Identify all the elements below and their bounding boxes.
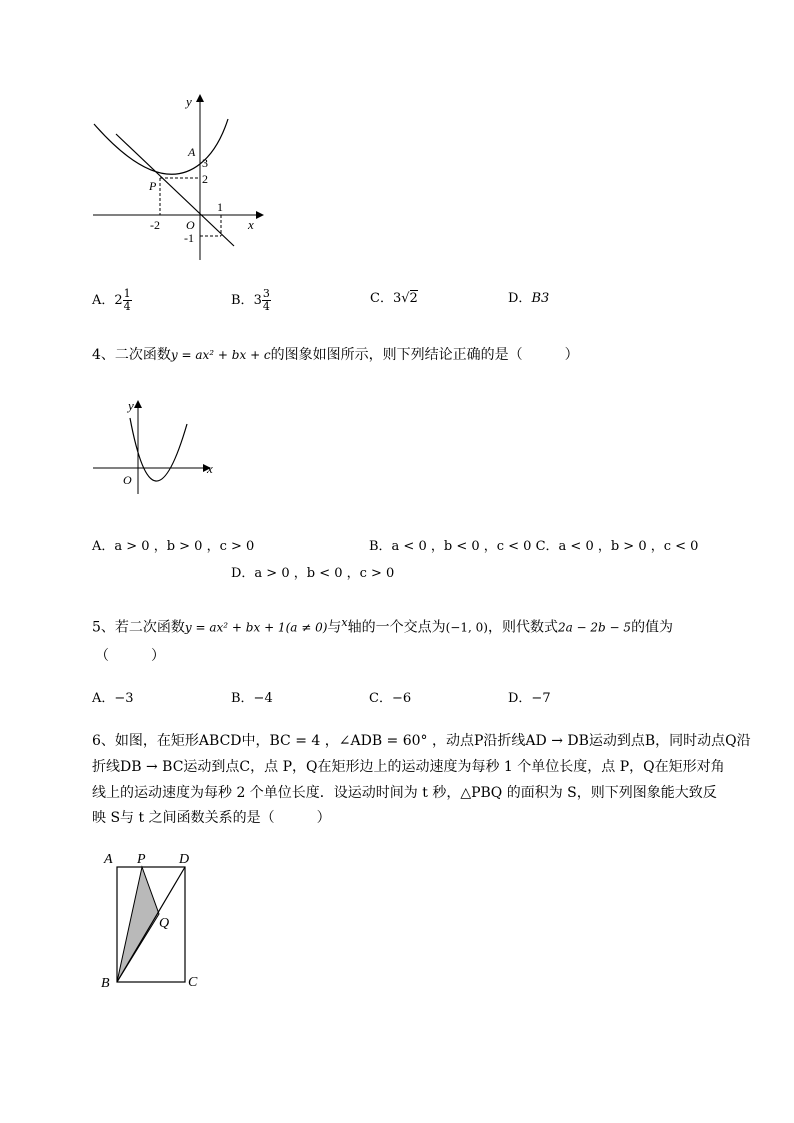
option-text: D．−7: [508, 691, 551, 706]
formula: y = ax² + bx + 1(a ≠ 0): [184, 620, 328, 635]
q3-option-d[interactable]: [508, 289, 549, 309]
q5-option-c[interactable]: [369, 689, 411, 709]
stem-mid3: ，则代数式: [487, 619, 558, 636]
denominator: 4: [123, 300, 131, 313]
origin-label: O: [186, 218, 195, 232]
q6-stem-line1: 6、如图，在矩形ABCD中，BC = 4 ，∠ADB = 60° ，动点P沿折线AD → DB运动到点B，同时动点Q沿: [92, 733, 751, 749]
radicand: 2: [409, 291, 418, 306]
option-text: B．−4: [231, 691, 273, 706]
q3-option-a[interactable]: [92, 288, 132, 313]
point-label-p: P: [137, 852, 146, 867]
q3-option-b[interactable]: [231, 288, 271, 313]
option-letter: C．: [370, 291, 393, 306]
numerator: 3: [262, 287, 270, 300]
axis-var: x: [341, 616, 348, 629]
stem-mid: 与: [327, 619, 342, 636]
question-number: 5、: [92, 619, 115, 636]
option-value: B3: [531, 291, 550, 306]
axis-label-y: y: [186, 94, 192, 109]
origin-label: O: [123, 473, 132, 487]
straight-line: [116, 134, 234, 246]
stem-mid2: 轴的一个交点为: [347, 619, 446, 636]
q6-rectangle-figure: [96, 845, 216, 995]
denominator: 4: [262, 300, 270, 313]
option-letter: A．: [92, 293, 115, 308]
stem-post: 的值为: [631, 619, 674, 636]
q6-stem-line3: 线上的运动速度为每秒 2 个单位长度．设运动时间为 t 秒，△PBQ 的面积为 S，则下列图象能大致反: [92, 785, 717, 801]
mixed-whole: 2: [114, 293, 123, 308]
q4-option-a[interactable]: [92, 537, 254, 557]
option-text: D．a > 0 ，b < 0 ，c > 0: [231, 566, 395, 581]
q5-answer-paren: （ ）: [95, 648, 165, 664]
point-label-q: Q: [159, 916, 170, 931]
q5-option-a[interactable]: [92, 689, 134, 709]
parabola-curve: [130, 418, 187, 481]
radical-coef: 3: [392, 291, 402, 306]
vertex-label-c: C: [188, 975, 198, 990]
q4-option-d[interactable]: [231, 564, 394, 584]
q3-graph-figure: [88, 92, 268, 267]
fraction: [123, 288, 132, 313]
option-letter: B．: [231, 293, 254, 308]
shaded-triangle-pbq: [117, 867, 159, 982]
y-axis-arrow-icon: [196, 94, 204, 102]
tick-label-2: 2: [202, 172, 208, 186]
numerator: 1: [123, 287, 131, 300]
axis-label-y: y: [128, 398, 134, 413]
q6-stem-line4: 映 S与 t 之间函数关系的是（ ）: [92, 810, 331, 826]
tick-label-neg1: -1: [184, 231, 194, 245]
option-text: B．a < 0 ，b < 0 ，c < 0 C．a < 0 ，b > 0 ，c < 0: [369, 539, 699, 554]
tick-label-3: 3: [202, 156, 208, 170]
point-label-p: P: [149, 179, 157, 193]
option-letter: D．: [508, 291, 532, 306]
q5-stem: [92, 613, 673, 638]
q6-stem-line2: 折线DB → BC运动到点C，点 P，Q在矩形边上的运动速度为每秒 1 个单位长度，点 P，Q在矩形对角: [92, 759, 725, 775]
point: (−1, 0): [445, 620, 488, 635]
stem-post: 的图象如图所示，则下列结论正确的是（ ）: [270, 347, 579, 363]
q5-option-d[interactable]: [508, 689, 551, 709]
vertex-label-d: D: [179, 852, 190, 867]
vertex-label-b: B: [101, 976, 110, 991]
option-text: A．−3: [92, 691, 134, 706]
option-text: C．−6: [369, 691, 412, 706]
diagonal-db: [117, 867, 185, 982]
y-axis-arrow-icon: [134, 400, 142, 408]
stem-pre: 二次函数: [114, 347, 171, 363]
expression: 2a − 2b − 5: [557, 620, 632, 635]
q4-graph-figure: [88, 396, 218, 496]
q4-stem: [92, 345, 579, 365]
vertex-label-a: A: [104, 852, 113, 867]
x-axis-arrow-icon: [256, 211, 264, 219]
axis-label-x: x: [248, 217, 254, 232]
point-label-a: A: [188, 145, 196, 159]
axis-label-x: x: [207, 461, 213, 476]
mixed-whole: 3: [253, 293, 262, 308]
q4-option-bc[interactable]: [369, 537, 698, 557]
formula: y = ax² + bx + c: [170, 348, 271, 362]
tick-label-neg2: -2: [150, 218, 160, 232]
q5-option-b[interactable]: [231, 689, 273, 709]
q3-option-c[interactable]: [370, 289, 418, 309]
stem-pre: 若二次函数: [114, 619, 185, 636]
question-number: 4、: [92, 347, 115, 363]
sqrt-icon: √: [401, 291, 410, 306]
fraction: [262, 288, 271, 313]
tick-label-1: 1: [217, 200, 223, 214]
option-text: A．a > 0 ，b > 0 ，c > 0: [92, 539, 255, 554]
